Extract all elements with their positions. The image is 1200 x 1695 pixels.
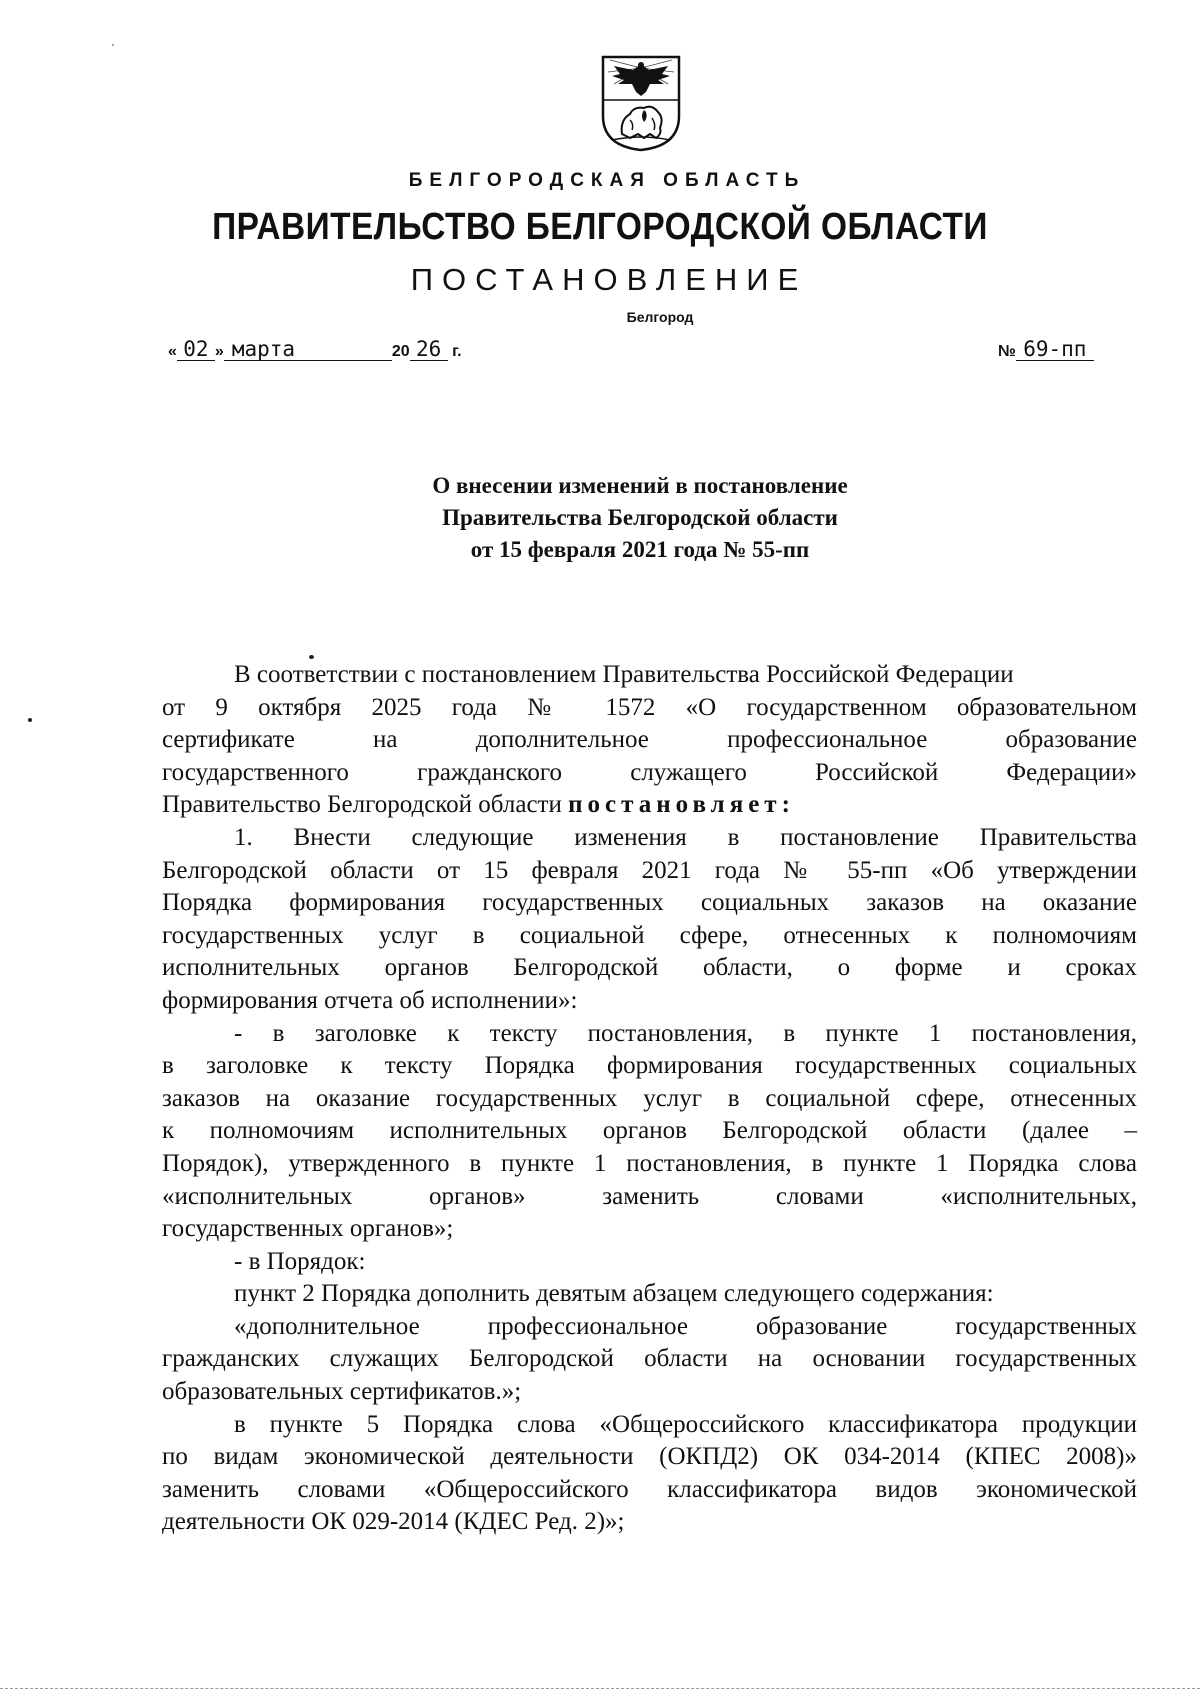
document-title bbox=[0, 470, 1200, 566]
paragraph-line: Порядок), утвержденного в пункте 1 постановления, в пункте 1 Порядка слова bbox=[162, 1149, 1137, 1177]
date-day: 02 bbox=[177, 338, 215, 361]
paragraph-line: к полномочиям исполнительных органов Белгородской области (далее – bbox=[162, 1117, 1137, 1145]
paragraph-line: деятельности ОК 029-2014 (КДЕС Ред. 2)»; bbox=[162, 1508, 625, 1536]
region-name: БЕЛГОРОДСКАЯ ОБЛАСТЬ bbox=[408, 170, 806, 191]
paragraph-line: Белгородской области от 15 февраля 2021 года № 55-пп «Об утверждении bbox=[162, 856, 1137, 884]
paragraph-line: государственного гражданского служащего Российской Федерации» bbox=[162, 758, 1137, 786]
document-type: ПОСТАНОВЛЕНИЕ bbox=[410, 262, 808, 297]
paragraph-line: «дополнительное профессиональное образование государственных bbox=[234, 1312, 1137, 1340]
paragraph-line: «исполнительных органов» заменить словами «исполнительных, bbox=[162, 1182, 1137, 1210]
scan-speck bbox=[28, 718, 32, 722]
paragraph-line: сертификате на дополнительное профессиональное образование bbox=[162, 726, 1137, 754]
document-body bbox=[162, 659, 1137, 1539]
paragraph-line: заказов на оказание государственных услуг в социальной сфере, отнесенных bbox=[162, 1084, 1137, 1112]
paragraph-line: образовательных сертификатов.»; bbox=[162, 1378, 522, 1406]
paragraph-line: - в Порядок: bbox=[234, 1247, 366, 1275]
paragraph-line: государственных услуг в социальной сфере, отнесенных к полномочиям bbox=[162, 921, 1137, 949]
government-name: ПРАВИТЕЛЬСТВО БЕЛГОРОДСКОЙ ОБЛАСТИ bbox=[212, 206, 988, 248]
paragraph-line: формирования отчета об исполнении»: bbox=[162, 986, 578, 1014]
paragraph-line: от 9 октября 2025 года № 1572 «О государственном образовательном bbox=[162, 693, 1137, 721]
scan-speck bbox=[309, 655, 314, 659]
document-number bbox=[998, 338, 1094, 361]
paragraph-line: В соответствии с постановлением Правительства Российской Федерации bbox=[234, 661, 1014, 688]
coat-of-arms-emblem bbox=[600, 54, 682, 152]
document-date bbox=[168, 338, 462, 361]
date-year-abbr: г. bbox=[452, 343, 462, 360]
date-open-quote: « bbox=[168, 343, 177, 360]
date-year-suffix: 26 bbox=[410, 338, 448, 361]
paragraph-line: заменить словами «Общероссийского классификатора видов экономической bbox=[162, 1475, 1137, 1503]
paragraph-line: Порядка формирования государственных социальных заказов на оказание bbox=[162, 889, 1137, 917]
city-name: Белгород bbox=[626, 309, 694, 325]
paragraph-line: пункт 2 Порядка дополнить девятым абзацем следующего содержания: bbox=[234, 1280, 994, 1308]
scan-speck bbox=[112, 44, 114, 46]
title-line: от 15 февраля 2021 года № 55-пп bbox=[470, 537, 810, 562]
paragraph-line: в пункте 5 Порядка слова «Общероссийского классификатора продукции bbox=[234, 1410, 1137, 1438]
number-value: 69-пп bbox=[1016, 338, 1094, 361]
paragraph-line: государственных органов»; bbox=[162, 1215, 454, 1243]
title-line: О внесении изменений в постановление bbox=[432, 473, 848, 498]
paragraph-line: 1. Внести следующие изменения в постановление Правительства bbox=[234, 823, 1137, 851]
paragraph-line bbox=[162, 789, 1137, 822]
paragraph-line: по видам экономической деятельности (ОКПД2) ОК 034-2014 (КПЕС 2008)» bbox=[162, 1443, 1137, 1471]
scan-edge-line bbox=[0, 1688, 1200, 1689]
paragraph-line: в заголовке к тексту Порядка формирования государственных социальных bbox=[162, 1052, 1137, 1080]
paragraph-line: гражданских служащих Белгородской области на основании государственных bbox=[162, 1345, 1137, 1373]
decree-verb: постановляет: bbox=[568, 791, 795, 819]
title-line: Правительства Белгородской области bbox=[442, 505, 838, 530]
decree-subject: Правительство Белгородской области bbox=[162, 791, 562, 819]
paragraph-line: - в заголовке к тексту постановления, в пункте 1 постановления, bbox=[234, 1019, 1137, 1047]
date-month: марта bbox=[224, 338, 392, 361]
paragraph-line: исполнительных органов Белгородской области, о форме и сроках bbox=[162, 954, 1137, 982]
date-year-prefix: 20 bbox=[391, 343, 410, 360]
number-label: № bbox=[998, 343, 1016, 360]
date-close-quote: » bbox=[214, 343, 224, 360]
